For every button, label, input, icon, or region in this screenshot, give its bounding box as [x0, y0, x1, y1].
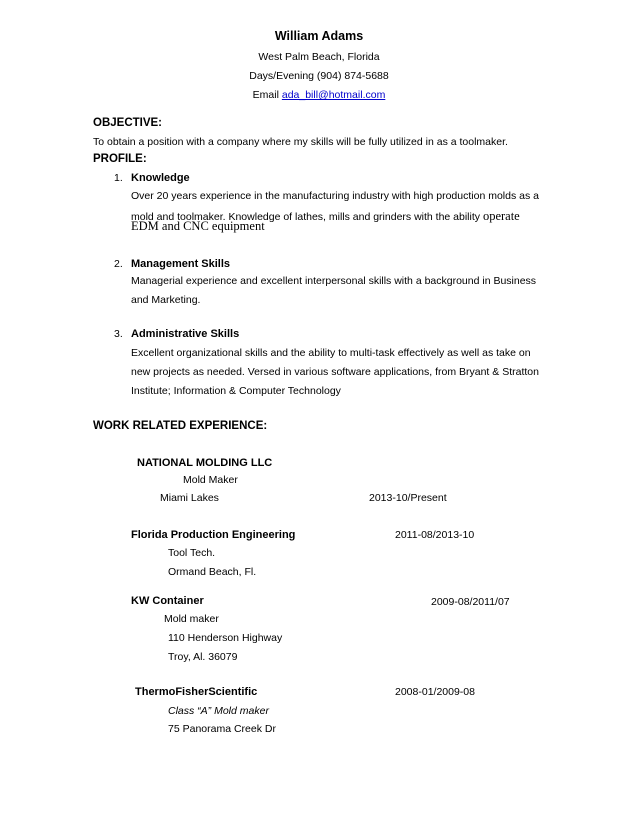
job-role: Tool Tech.	[168, 547, 216, 559]
profile-item-text: Excellent organizational skills and the ability to multi-task effectively as well as take on	[131, 347, 531, 359]
job-address: 110 Henderson Highway	[168, 632, 283, 644]
profile-item-text: Managerial experience and excellent interpersonal skills with a background in Business	[131, 275, 537, 287]
job-dates: 2009-08/2011/07	[431, 596, 510, 608]
job-dates: 2013-10/Present	[369, 492, 447, 504]
job-dates: 2008-01/2009-08	[395, 686, 475, 698]
profile-item-title: Administrative Skills	[131, 328, 240, 340]
profile-item-text: Institute; Information & Computer Technology	[131, 385, 341, 397]
profile-item-text: mold and toolmaker. Knowledge of lathes, mills and grinders with the ability operate	[131, 209, 520, 223]
profile-heading: PROFILE:	[93, 153, 147, 165]
job-company: Florida Production Engineering	[131, 529, 296, 541]
objective-text: To obtain a position with a company where my skills will be fully utilized in as a toolmaker.	[93, 136, 508, 148]
job-city: Troy, Al. 36079	[168, 651, 238, 663]
email-label: Email	[252, 89, 282, 101]
profile-item-text: Over 20 years experience in the manufacturing industry with high production molds as a	[131, 190, 539, 202]
job-location: Miami Lakes	[160, 492, 219, 504]
job-company: KW Container	[131, 595, 204, 607]
job-role: Class “A” Mold maker	[168, 705, 269, 717]
job-company: ThermoFisherScientific	[135, 686, 258, 698]
job-address: 75 Panorama Creek Dr	[168, 723, 276, 735]
email-link[interactable]: ada_bill@hotmail.com	[281, 89, 386, 101]
profile-item-number: 1.	[114, 172, 123, 184]
resume-name: William Adams	[274, 29, 364, 43]
profile-item-number: 2.	[114, 258, 123, 270]
job-role: Mold Maker	[183, 474, 238, 486]
profile-item-title: Knowledge	[131, 172, 190, 184]
profile-item-text: and Marketing.	[131, 294, 201, 306]
job-company: NATIONAL MOLDING LLC	[137, 457, 273, 469]
profile-item-text: new projects as needed. Versed in various software applications, from Bryant & Stratton	[131, 366, 539, 378]
profile-item-title: Management Skills	[131, 258, 231, 270]
header-location: West Palm Beach, Florida	[258, 51, 380, 63]
profile-item-text: EDM and CNC equipment	[131, 219, 265, 233]
job-location: Ormand Beach, Fl.	[168, 566, 257, 578]
profile-item-number: 3.	[114, 328, 123, 340]
header-phone: Days/Evening (904) 874-5688	[249, 70, 389, 82]
work-heading: WORK RELATED EXPERIENCE:	[93, 420, 268, 432]
job-dates: 2011-08/2013-10	[395, 529, 475, 541]
objective-heading: OBJECTIVE:	[93, 117, 163, 129]
header-email-line	[0, 89, 638, 101]
job-role: Mold maker	[164, 613, 219, 625]
